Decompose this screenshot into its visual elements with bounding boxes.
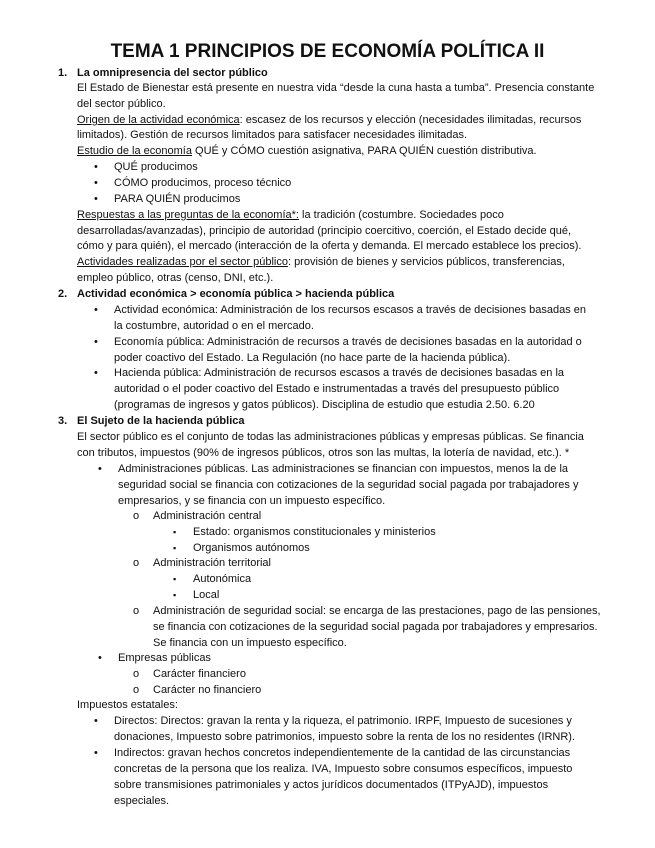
list-item-text: especiales. (114, 795, 170, 807)
origen-text: : escasez de los recursos y elección (necesidades ilimitadas, recursos (239, 114, 582, 126)
list-item-text: Administraciones públicas. Las administraciones se financian con impuestos, menos la de la (118, 463, 569, 475)
actividades-label: Actividades realizadas por el sector público (77, 256, 288, 268)
s1-intro-line-2: del sector público. (77, 98, 166, 110)
list-item-text: Estado: organismos constitucionales y ministerios (193, 526, 436, 538)
s1-origen-line-2: limitados). Gestión de recursos limitados para satisfacer necesidades ilimitadas. (77, 129, 468, 141)
circle-bullet-icon: o (133, 668, 140, 680)
list-item-text: CÓMO producimos, proceso técnico (114, 177, 292, 189)
bullet-icon: • (94, 161, 98, 173)
origen-label: Origen de la actividad económica (77, 114, 240, 126)
list-item-text: poder coactivo del Estado. La Regulación (no hace parte de la hacienda pública). (114, 352, 511, 364)
list-item-text: Actividad económica: Administración de los recursos escasos a través de decisiones basadas en (114, 304, 587, 316)
s1-estudio-line (77, 144, 618, 160)
actividades-text: : provisión de bienes y servicios públicos, transferencias, (287, 256, 565, 268)
square-bullet-icon: ▪ (173, 527, 177, 537)
list-item-text: Carácter no financiero (153, 684, 262, 696)
bullet-icon: • (94, 177, 98, 189)
list-item-text: Directos: Directos: gravan la renta y la riqueza, el patrimonio. IRPF, Impuesto de sucesiones y (114, 715, 572, 727)
list-item-text: seguridad social se financia con cotizaciones de la seguridad social pagada por trabajadores y (118, 479, 579, 491)
s1-respuestas-line-2: desarrolladas/avanzadas), principio de autoridad (principio coercitivo, coerción, el Estado decide qué, (77, 225, 572, 237)
list-item-text: la costumbre, autoridad o en el mercado. (114, 320, 314, 332)
list-item-text: Organismos autónomos (193, 542, 310, 554)
circle-bullet-icon: o (133, 605, 140, 617)
section-title: El Sujeto de la hacienda pública (77, 415, 245, 427)
list-item-text: sobre transmisiones patrimoniales y actos jurídicos documentados (ITPyAJD), impuestos (114, 779, 549, 791)
section-title: Actividad económica > economía pública > hacienda pública (77, 288, 395, 300)
bullet-icon: • (94, 747, 98, 759)
bullet-icon: • (94, 193, 98, 205)
s3-intro-line-2: con tributos, impuestos (90% de ingresos públicos, otros son las multas, la lotería de navidad, etc.). * (77, 447, 570, 459)
circle-bullet-icon: o (133, 557, 140, 569)
square-bullet-icon: ▪ (173, 574, 177, 584)
impuestos-label: Impuestos estatales: (77, 699, 178, 711)
s1-actividades-line-1 (77, 255, 618, 271)
circle-bullet-icon: o (133, 510, 140, 522)
bullet-icon: • (94, 367, 98, 379)
page-title: TEMA 1 PRINCIPIOS DE ECONOMÍA POLÍTICA II (110, 41, 545, 62)
list-item-text: Indirectos: gravan hechos concretos independientemente de la cantidad de las circunstancias (114, 747, 571, 759)
estudio-label: Estudio de la economía (77, 145, 192, 157)
s3-intro-line-1: El sector público es el conjunto de todas las administraciones públicas y empresas públicas. Se financia (77, 431, 584, 443)
list-item-text: Autonómica (193, 573, 252, 585)
s1-intro-line-1: El Estado de Bienestar está presente en nuestra vida “desde la cuna hasta a tumba”. Presencia constante (77, 82, 595, 94)
s1-respuestas-line-3: cómo y para quién), el mercado (interacción de la oferta y demanda. El mercado establece los precios). (77, 240, 582, 252)
square-bullet-icon: ▪ (173, 543, 177, 553)
list-item-text: Local (193, 589, 220, 601)
list-item-text: (programas de ingresos y gatos públicos). Disciplina de estudio que estudia 2.50. 6.20 (114, 399, 535, 411)
section-title: La omnipresencia del sector público (77, 67, 268, 79)
s1-origen-line-1 (77, 113, 618, 129)
square-bullet-icon: ▪ (173, 590, 177, 600)
section-number: 3. (58, 415, 68, 427)
s1-respuestas-line-1 (77, 208, 618, 224)
list-item-text: QUÉ producimos (114, 161, 198, 173)
section-number: 1. (58, 67, 68, 79)
bullet-icon: • (94, 336, 98, 348)
bullet-icon: • (98, 463, 102, 475)
respuestas-label: Respuestas a las preguntas de la economía*: (77, 209, 299, 221)
list-item-text: Administración territorial (153, 557, 271, 569)
bullet-icon: • (98, 652, 102, 664)
list-item-text: Hacienda pública: Administración de recursos escasos a través de decisiones basadas en la (114, 367, 565, 379)
bullet-icon: • (94, 715, 98, 727)
s1-actividades-line-2: empleo público, otras (censo, DNI, etc.). (77, 272, 274, 284)
bullet-icon: • (94, 304, 98, 316)
list-item-text: Se financia con un impuesto específico. (153, 637, 347, 649)
respuestas-text: la tradición (costumbre. Sociedades poco (298, 209, 504, 221)
estudio-text: QUÉ y CÓMO cuestión asignativa, PARA QUIÉN cuestión distributiva. (191, 145, 537, 157)
list-item-text: donaciones, Impuesto sobre patrimonios, impuesto sobre la renta de los no residentes (IRNR). (114, 731, 576, 743)
circle-bullet-icon: o (133, 684, 140, 696)
list-item-text: empresarios, y se financia con un impuesto específico. (118, 495, 386, 507)
list-item-text: autoridad o el poder coactivo del Estado e instrumentadas a través del presupuesto público (114, 383, 560, 395)
list-item-text: Carácter financiero (153, 668, 246, 680)
section-number: 2. (58, 288, 68, 300)
list-item-text: PARA QUIÉN producimos (114, 193, 241, 205)
list-item-text: Empresas públicas (118, 652, 211, 664)
list-item-text: concretas de la persona que los realiza. IVA, Impuesto sobre consumos específicos, impuesto (114, 763, 573, 775)
list-item-text: Economía pública: Administración de recursos a través de decisiones basadas en la autoridad o (114, 336, 582, 348)
list-item-text: se financia con cotizaciones de la seguridad social pagada por trabajadores y empresarios. (153, 621, 598, 633)
list-item-text: Administración de seguridad social: se encarga de las prestaciones, pago de las pensiones, (153, 605, 601, 617)
list-item-text: Administración central (153, 510, 262, 522)
